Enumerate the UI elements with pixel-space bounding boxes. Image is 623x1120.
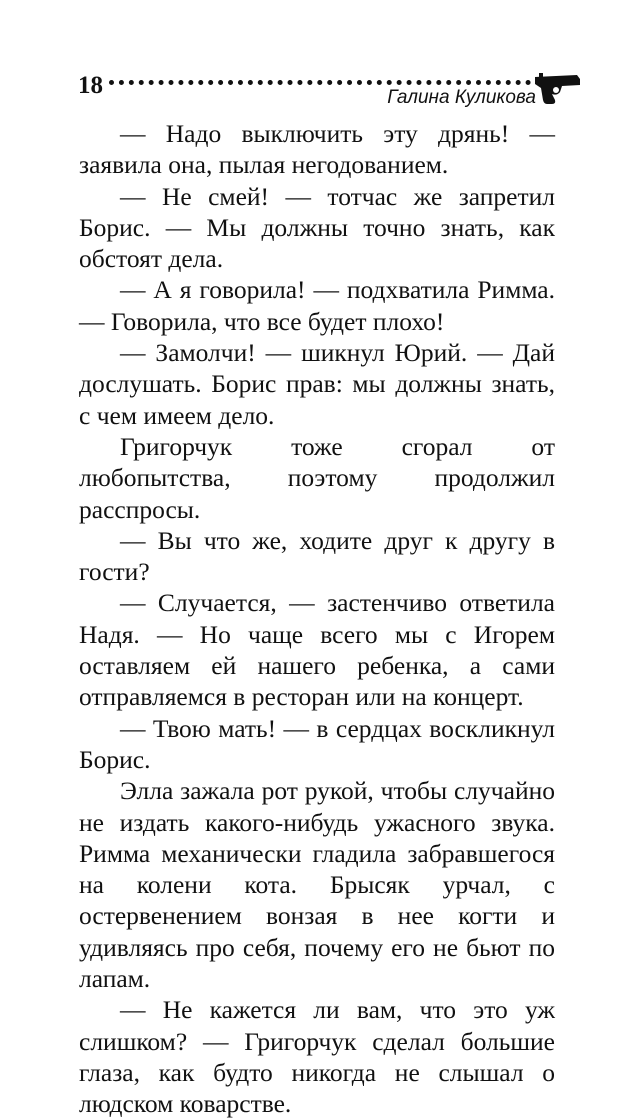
paragraph: Григорчук тоже сгорал от любопытства, поэтому продолжил расспросы.: [79, 431, 555, 524]
page-number: 18: [78, 72, 103, 99]
paragraph: — Случается, — застенчиво ответила Надя. — Но чаще всего мы с Игорем оставляем ей нашего ребенка, а сами отправляемся в ресторан или на концерт.: [79, 588, 555, 712]
paragraph: — Замолчи! — шикнул Юрий. — Дай дослушать. Борис прав: мы должны знать, с чем имеем дело.: [79, 338, 555, 430]
paragraph: — А я говорила! — подхватила Римма. — Говорила, что все будет плохо!: [79, 275, 555, 336]
dotted-rule: [109, 80, 531, 85]
paragraph: — Не кажется ли вам, что это уж слишком? — Григорчук сделал большие глаза, как будто никогда не слышал о людском коварстве.: [79, 995, 555, 1119]
paragraph: — Надо выключить эту дрянь! — заявила она, пылая негодованием.: [79, 119, 555, 180]
body-text: [79, 118, 555, 1120]
pistol-icon: [533, 70, 583, 106]
running-title-author: Галина Куликова: [387, 87, 536, 108]
paragraph: — Вы что же, ходите друг к другу в гости?: [79, 525, 555, 587]
running-header: [78, 70, 586, 110]
paragraph: Элла зажала рот рукой, чтобы случайно не издать какого-нибудь ужасного звука. Римма механически гладила забравшегося на колени кота. Брысяк урчал, с остервенением вонзая в нее когти и удивляясь про себя, почему его не бьют по лапам.: [79, 776, 555, 994]
paragraph: — Твою мать! — в сердцах воскликнул Борис.: [79, 713, 555, 774]
paragraph: — Не смей! — тотчас же запретил Борис. — Мы должны точно знать, как обстоят дела.: [79, 181, 555, 274]
